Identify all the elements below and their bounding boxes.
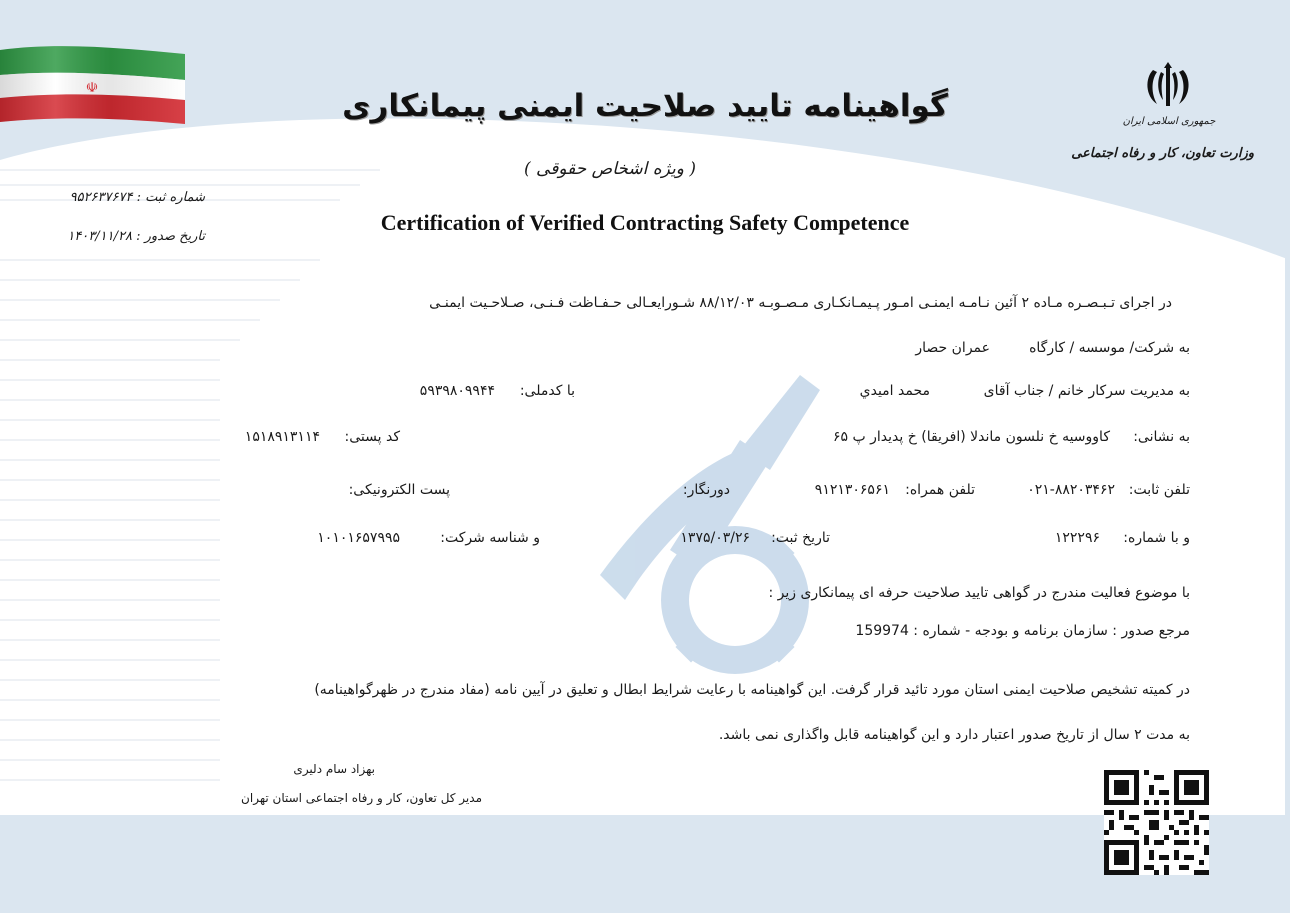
postal-code-label: کد پستی: (344, 429, 400, 445)
page-subtitle: ( ویژه اشخاص حقوقی ) (524, 159, 696, 179)
committee-text: در کمیته تشخیص صلاحیت ایمنی استان مورد تائید قرار گرفت. این گواهینامه با رعایت شرایط ابطال و تعلیق در آیین نامه (مفاد مندرج در ظهرگواهینامه) (314, 682, 1190, 698)
svg-text:☫: ☫ (85, 80, 99, 96)
reg-date-label: تاریخ ثبت: (771, 530, 830, 546)
mobile-value: ۹۱۲۱۳۰۶۵۶۱ (814, 482, 890, 498)
postal-code-value: ۱۵۱۸۹۱۳۱۱۴ (244, 429, 320, 445)
company-value: عمران حصار (915, 340, 990, 356)
iran-emblem-icon (1143, 62, 1193, 110)
issue-date: تاریخ صدور : ۱۴۰۳/۱۱/۲۸ (67, 229, 205, 244)
validity-text: به مدت ۲ سال از تاریخ صدور اعتبار دارد و این گواهینامه قابل واگذاری نمی باشد. (718, 727, 1190, 743)
phone-value: ۰۲۱-۸۸۲۰۳۴۶۲ (1027, 482, 1115, 498)
signer-title: مدیر کل تعاون، کار و رفاه اجتماعی استان تهران (241, 791, 482, 805)
ministry-name: وزارت تعاون، کار و رفاه اجتماعی (1071, 146, 1254, 161)
issuing-reference: مرجع صدور : سازمان برنامه و بودجه - شماره : 159974 (855, 623, 1190, 639)
signer-name: بهزاد سام دلیری (293, 762, 375, 776)
number-label: و با شماره: (1123, 530, 1190, 546)
email-label: پست الکترونیکی: (348, 482, 450, 498)
manager-value: محمد امیدي (859, 383, 930, 399)
mobile-label: تلفن همراه: (905, 482, 975, 498)
registration-number: شماره ثبت : ۹۵۲۶۳۷۶۷۴ (69, 190, 205, 205)
activity-subject: با موضوع فعالیت مندرج در گواهی تایید صلاحیت حرفه ای پیمانکاری زیر : (768, 585, 1190, 601)
manager-label: به مدیریت سرکار خانم / جناب آقای (983, 383, 1190, 399)
iran-flag-icon (0, 42, 190, 127)
reg-date-value: ۱۳۷۵/۰۳/۲۶ (680, 530, 750, 546)
national-id-label: با کدملی: (519, 383, 575, 399)
company-id-value: ۱۰۱۰۱۶۵۷۹۹۵ (317, 530, 400, 546)
phone-label: تلفن ثابت: (1128, 482, 1190, 498)
page-title: گواهینامه تایید صلاحیت ایمنی پیمانکاری (342, 88, 948, 124)
national-id-value: ۵۹۳۹۸۰۹۹۴۴ (419, 383, 495, 399)
address-value: کاووسیه خ نلسون ماندلا (افریقا) خ پدیدار پ ۶۵ (833, 429, 1110, 445)
country-name: جمهوری اسلامی ایران (1122, 116, 1216, 127)
qr-code-icon[interactable] (1104, 770, 1209, 875)
company-label: به شرکت/ موسسه / کارگاه (1029, 340, 1190, 356)
fax-label: دورنگار: (682, 482, 730, 498)
address-label: به نشانی: (1133, 429, 1190, 445)
intro-text: در اجرای تـبـصـره مـاده ۲ آئین نـامـه ایمنـی امـور پـیمـانکـاری مـصـوبـه ۸۸/۱۲/۰۳ شـورایعـالی حـفـاظت فـنـی، صـلاحـیت ایمنـی (429, 295, 1172, 311)
number-value: ۱۲۲۲۹۶ (1054, 530, 1100, 546)
english-title: Certification of Verified Contracting Safety Competence (380, 210, 910, 235)
company-id-label: و شناسه شرکت: (440, 530, 540, 546)
